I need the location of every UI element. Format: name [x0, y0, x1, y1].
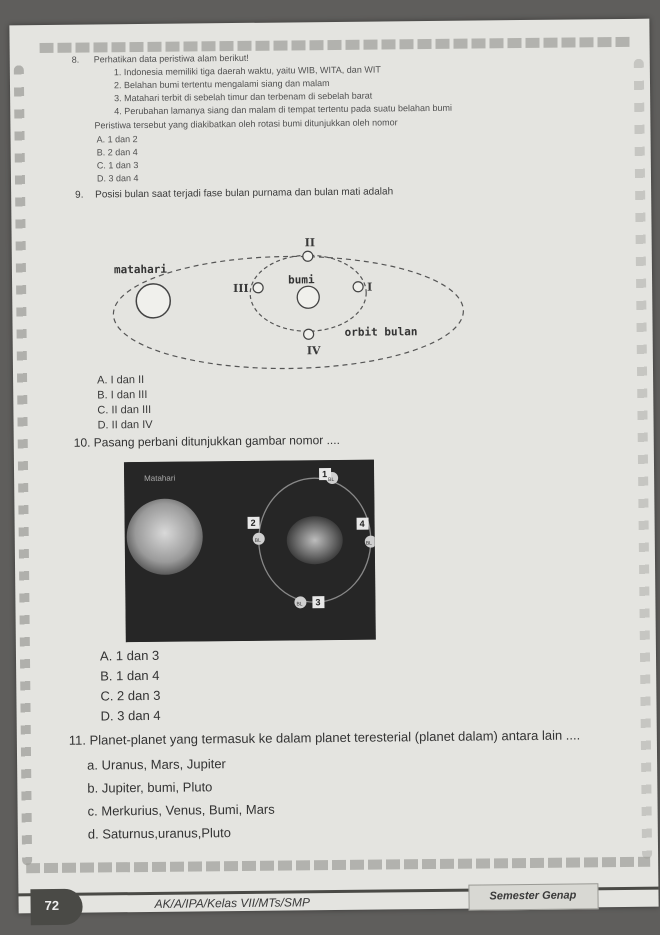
q9-number: 9. — [75, 189, 84, 201]
semester-label: Semester Genap — [489, 889, 577, 903]
photo-num-2: 2 — [250, 517, 256, 528]
binding-rings-left — [14, 65, 32, 865]
worksheet-page — [9, 19, 658, 914]
photo-sun-label: Matahari — [144, 473, 176, 483]
page-number: 72 — [44, 897, 60, 914]
pos-III-label: III — [233, 281, 249, 296]
photo-num-3: 3 — [315, 597, 321, 608]
photo-bl-2: BL — [254, 537, 261, 544]
q8-number: 8. — [71, 54, 80, 65]
earth-label: bumi — [287, 273, 315, 287]
q11-option-a: a. Uranus, Mars, Jupiter — [87, 756, 226, 773]
q8-option-b: B. 2 dan 4 — [96, 147, 138, 158]
bottom-decorative-band — [26, 857, 650, 874]
pos-IV-label: IV — [306, 344, 321, 358]
q10-option-d: D. 3 dan 4 — [100, 707, 161, 724]
q8-option-a: A. 1 dan 2 — [96, 134, 138, 145]
tide-photo-svg — [124, 460, 376, 643]
q9-option-a: A. I dan II — [97, 373, 145, 387]
q9-option-c: C. II dan III — [97, 403, 152, 417]
q11-option-b: b. Jupiter, bumi, Pluto — [87, 779, 213, 796]
moon-pos-II — [303, 251, 313, 261]
orbit-svg — [108, 226, 469, 375]
photo-bl-3: BL — [296, 601, 303, 608]
photo-bl-1: BL — [328, 476, 335, 484]
q10-option-c: C. 2 dan 3 — [100, 687, 161, 704]
pos-I-label: I — [367, 280, 373, 294]
photo-num-1: 1 — [322, 469, 328, 480]
q11-option-d: d. Saturnus,uranus,Pluto — [87, 825, 232, 842]
q8-item-3: 3. Matahari terbit di sebelah timur dan terbenam di sebelah barat — [114, 90, 373, 104]
q9-option-d: D. II dan IV — [97, 418, 153, 432]
q10-option-b: B. 1 dan 4 — [100, 667, 160, 684]
moon-pos-III — [253, 283, 263, 293]
moon-pos-I — [353, 282, 363, 292]
binding-rings-right — [634, 59, 652, 859]
page-footer — [18, 879, 658, 935]
earth-circle — [297, 286, 319, 308]
top-decorative-band — [40, 37, 630, 53]
orbit-label: orbit bulan — [344, 325, 418, 339]
photo-bl-4: BL — [365, 540, 372, 547]
q10-stem: 10. Pasang perbani ditunjukkan gambar nomor .... — [73, 432, 340, 450]
q9-stem: Posisi bulan saat terjadi fase bulan purnama dan bulan mati adalah — [95, 186, 394, 201]
semester-tag — [468, 883, 598, 910]
moon-phase-diagram — [108, 226, 469, 375]
q8-option-c: C. 1 dan 3 — [96, 160, 139, 171]
moon-pos-IV — [304, 329, 314, 339]
course-label: AK/A/IPA/Kelas VII/MTs/SMP — [154, 895, 311, 911]
page-number-badge — [30, 889, 82, 926]
q8-item-4: 4. Perubahan lamanya siang dan malam di tempat tertentu pada suatu belahan bumi — [114, 102, 453, 117]
sun-circle — [136, 284, 170, 318]
pos-II-label: II — [304, 236, 316, 250]
q8-option-d: D. 3 dan 4 — [96, 173, 139, 184]
q11-stem: 11. Planet-planet yang termasuk ke dalam planet teresterial (planet dalam) antara lain .... — [68, 727, 581, 748]
sun-label: matahari — [113, 262, 167, 277]
q8-intro: Perhatikan data peristiwa alam berikut! — [93, 52, 249, 65]
tide-photo — [124, 460, 376, 643]
q11-option-c: c. Merkurius, Venus, Bumi, Mars — [87, 801, 275, 819]
q8-item-1: 1. Indonesia memiliki tiga daerah waktu, yaitu WIB, WITA, dan WIT — [113, 64, 381, 78]
photo-num-4: 4 — [359, 518, 365, 529]
q10-option-a: A. 1 dan 3 — [99, 647, 160, 664]
q9-option-b: B. I dan III — [97, 388, 148, 402]
q8-stem: Peristiwa tersebut yang diakibatkan oleh rotasi bumi ditunjukkan oleh nomor — [94, 117, 398, 131]
q8-item-2: 2. Belahan bumi tertentu mengalami siang dan malam — [113, 78, 330, 91]
